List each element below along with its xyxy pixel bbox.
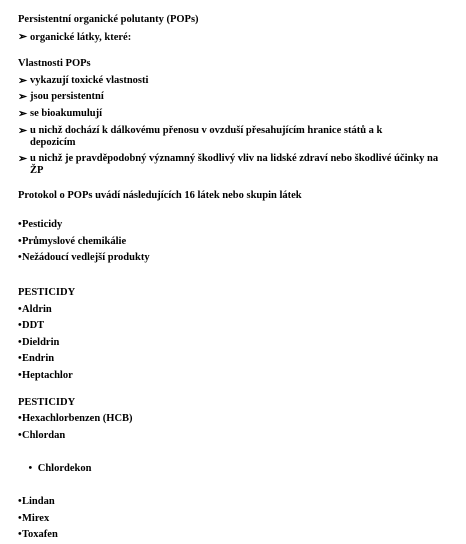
pesticide-text: DDT (22, 320, 45, 332)
property-item (18, 89, 458, 106)
intro-line (18, 29, 458, 47)
bullet-icon: • (18, 529, 22, 541)
pesticide-item (18, 494, 458, 511)
intro-text: organické látky, které: (30, 31, 132, 43)
bullet-icon: • (18, 429, 22, 441)
group-text: Průmyslové chemikálie (22, 235, 127, 247)
pesticide-item (18, 511, 458, 528)
arrow-bullet-icon: ➢ (18, 124, 28, 137)
bullet-icon: • (18, 219, 22, 231)
pesticide-item (18, 527, 458, 544)
bullet-icon: • (18, 369, 22, 381)
pesticide-text: Lindan (22, 496, 55, 508)
property-item (18, 125, 458, 150)
property-text: u nichž je pravděpodobný významný škodlivý vliv na lidské zdraví nebo škodlivé účinky na ŽP (30, 152, 439, 177)
pesticide-text: Chlordekon (32, 462, 92, 474)
bullet-icon: • (18, 413, 22, 425)
property-item (18, 153, 458, 178)
pesticide-item (18, 335, 458, 352)
bullet-icon: • (18, 512, 22, 524)
pesticide-text: Endrin (22, 353, 55, 365)
pesticide-item (18, 411, 458, 428)
document-body (18, 12, 458, 544)
property-text: jsou persistentní (30, 91, 104, 103)
pesticide-text: Aldrin (22, 303, 52, 315)
group-text: Nežádoucí vedlejší produkty (22, 252, 150, 264)
pesticide-item (18, 444, 458, 494)
pesticide-text: Heptachlor (22, 369, 73, 381)
protocol-text: Protokol o POPs uvádí následujících 16 látek nebo skupin látek (18, 189, 302, 201)
arrow-bullet-icon: ➢ (18, 74, 28, 87)
document-title: Persistentní organické polutanty (POPs) (18, 14, 199, 25)
pesticide-text: Dieldrin (22, 336, 60, 348)
pesticide-item (18, 351, 458, 368)
bullet-icon: • (18, 353, 22, 365)
group-item (18, 234, 458, 251)
bullet-icon: • (28, 462, 33, 474)
property-text: se bioakumulují (30, 107, 103, 119)
property-text: u nichž dochází k dálkovému přenosu v ovzduší přesahujícím hranice států a k depozicím (30, 124, 383, 149)
group-item (18, 250, 458, 267)
bullet-icon: • (18, 235, 22, 247)
pesticide-text: Mirex (22, 512, 50, 524)
property-item (18, 73, 458, 90)
pesticide-item (18, 318, 458, 335)
pesticide-text: Hexachlorbenzen (HCB) (22, 413, 133, 425)
pesticide-item (18, 302, 458, 319)
bullet-icon: • (18, 336, 22, 348)
property-item (18, 106, 458, 123)
properties-heading: Vlastnosti POPs (18, 58, 91, 70)
pesticide-item (18, 368, 458, 385)
group-item (18, 217, 458, 234)
bullet-icon: • (18, 320, 22, 332)
bullet-icon: • (18, 496, 22, 508)
arrow-bullet-icon: ➢ (18, 30, 28, 43)
pesticide-item (18, 428, 458, 445)
pesticide-text: Toxafen (22, 529, 58, 541)
pesticides-heading: PESTICIDY (18, 286, 76, 298)
property-text: vykazují toxické vlastnosti (30, 74, 149, 86)
bullet-icon: • (18, 303, 22, 315)
group-text: Pesticidy (22, 219, 63, 231)
bullet-icon: • (18, 252, 22, 264)
arrow-bullet-icon: ➢ (18, 91, 28, 104)
arrow-bullet-icon: ➢ (18, 107, 28, 120)
arrow-bullet-icon: ➢ (18, 152, 28, 165)
pesticide-text: Chlordan (22, 429, 66, 441)
pesticides-heading: PESTICIDY (18, 396, 76, 408)
